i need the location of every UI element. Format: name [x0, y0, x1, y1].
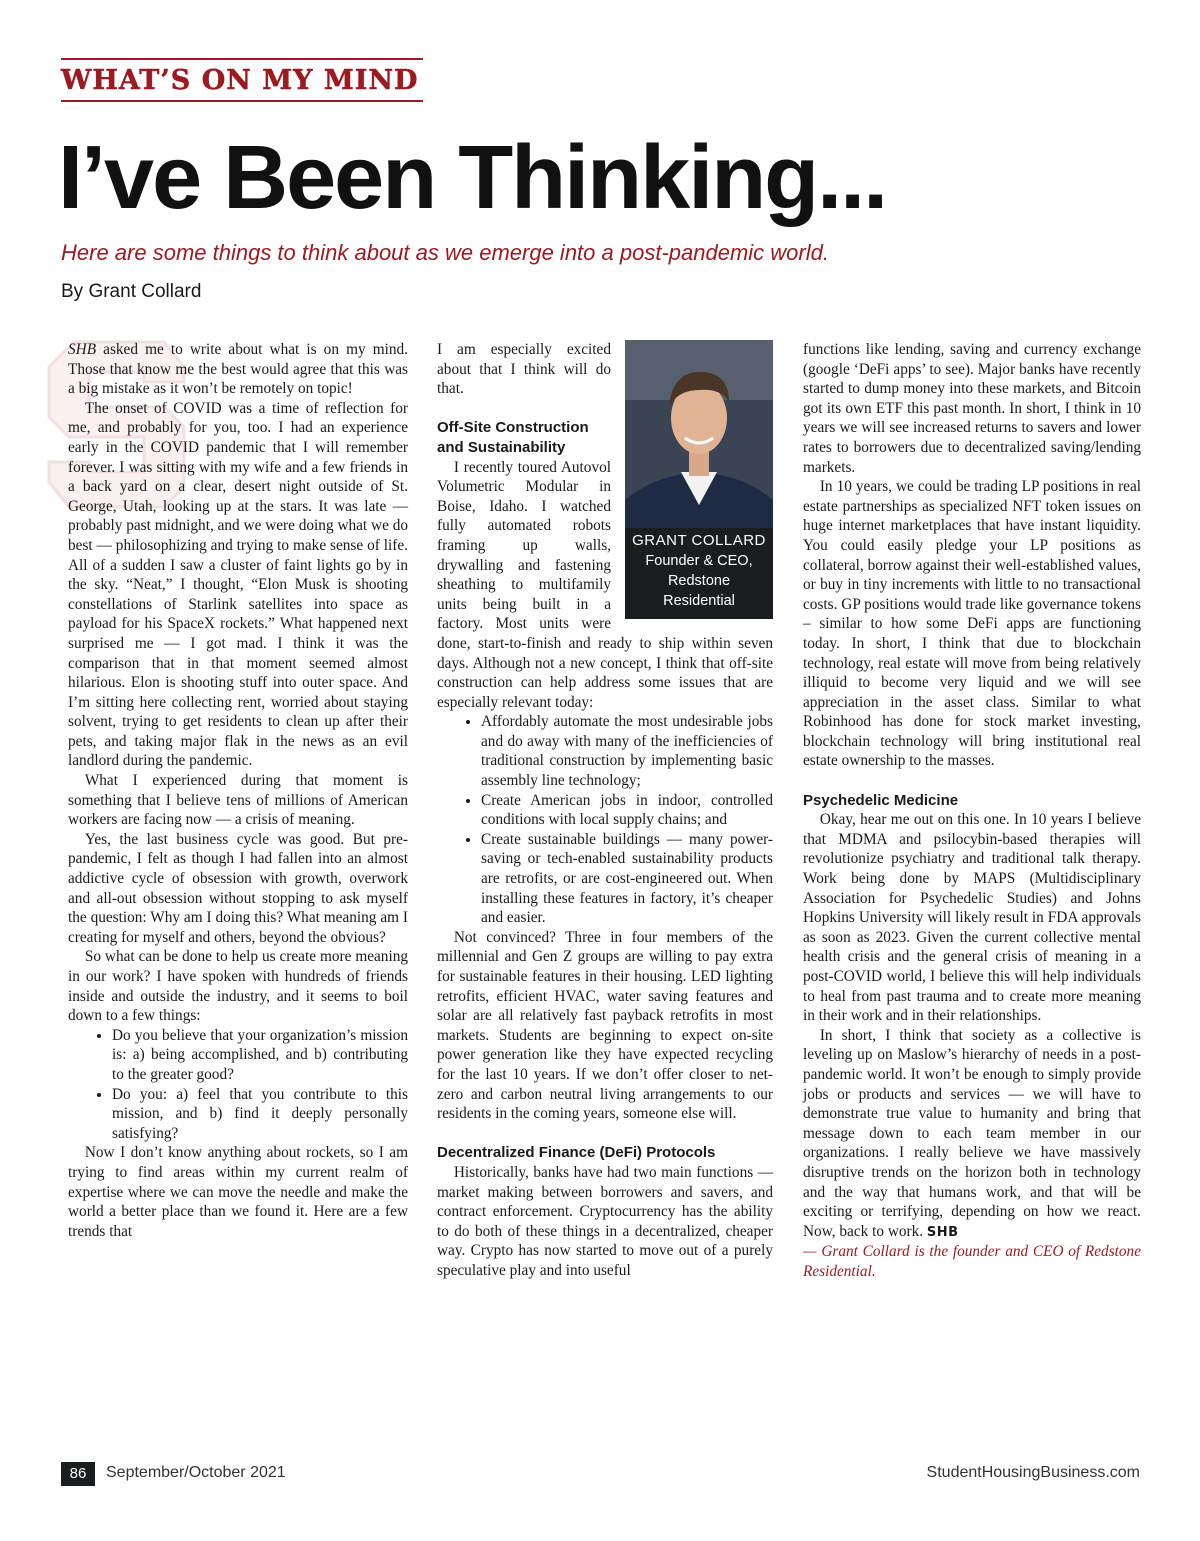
paragraph: Okay, hear me out on this one. In 10 years I believe that MDMA and psilocybin-based therapies will revolutionize psychiatry and traditional talk therapy. Work being done by MAPS (Multidisciplinary Association for Psychedelic Studies) and Johns Hopkins University will likely result in FDA approvals as soon as 2023. Given the current collective mental health crisis and the general crisis of meaning in a post-COVID world, I believe this will help individuals to heal from past trauma and to create more meaning in their work and in their relationships. — [803, 811, 1141, 1025]
bullet-list — [68, 1026, 408, 1144]
issue-date: September/October 2021 — [106, 1464, 286, 1481]
list-item: • Affordably automate the most undesirable jobs and do away with many of the inefficiencies of traditional construction by implementing basic assembly line technology; — [481, 712, 773, 790]
kicker-rule-top — [61, 58, 423, 60]
page-number: 86 — [61, 1462, 95, 1486]
paragraph: What I experienced during that moment is something that I believe tens of millions of American workers are facing now — a crisis of meaning. — [68, 772, 408, 829]
paragraph: SHB asked me to write about what is on my mind. Those that know me the best would agree that this was a big mistake as it won’t be remotely on topic! — [68, 341, 408, 398]
column-3 — [803, 340, 1141, 1282]
paragraph: I am especially excited about that I think will do that. — [437, 341, 611, 398]
kicker-rule-bottom — [61, 100, 423, 102]
bullet-list — [437, 712, 773, 928]
author-photo-block — [625, 340, 773, 619]
article-dek: Here are some things to think about as we emerge into a post-pandemic world. — [61, 240, 829, 265]
caption-title: Founder & CEO, — [645, 553, 753, 569]
section-heading: Decentralized Finance (DeFi) Protocols — [437, 1144, 716, 1162]
paragraph: So what can be done to help us create more meaning in our work? I have spoken with hundreds of friends inside and outside the industry, and it seems to boil down to a few things: — [68, 948, 408, 1025]
end-mark: SHB — [926, 1224, 959, 1240]
kicker-label: WHAT’S ON MY MIND — [61, 65, 419, 96]
section-kicker — [61, 58, 423, 102]
paragraph: In 10 years, we could be trading LP positions in real estate partnerships as specialized NFT token issues on huge internet marketplaces that have instant liquidity. You could easily pledge your LP positions as collateral, borrow against their well-established values, or buy in tiny increments with little to no transactional costs. GP positions would trade like governance tokens – similar to how some DeFi apps are functioning today. In short, I think that due to blockchain technology, real estate will move from being relatively illiquid to become very liquid and we will see appreciation in the asset class. Similar to what Robinhood has done for stock market investing, blockchain technology will bring institutional real estate ownership to the masses. — [803, 478, 1141, 770]
author-bio: — Grant Collard is the founder and CEO of Redstone Residential. — [803, 1243, 1141, 1280]
paragraph: I recently toured Autovol Volumetric Modular in Boise, Idaho. I watched fully automated robots framing up walls, drywalling and fastening sheathing to multifamily units being built in a factory. Most units were done, start-to-finish and ready to ship within seven days. Although not a new concept, I think that off-site construction can help address some issues that are especially relevant today: — [437, 458, 773, 711]
portrait-icon — [625, 340, 773, 528]
publication-name: SHB — [68, 341, 97, 358]
caption-title: Residential — [663, 593, 735, 609]
photo-caption — [625, 528, 773, 619]
paragraph: The onset of COVID was a time of reflection for me, and probably for you, too. I had an experience early in the COVID pandemic that I will remember forever. I was sitting with my wife and a few friends in a back yard on a clear, desert night outside of St. George, Utah, looking up at the stars. It was late — probably past midnight, and we were doing what we do best — philosophizing and trying to make sense of life. All of a sudden I saw a cluster of faint lights go by in the sky. “Neat,” I thought, “Elon Musk is shooting constellations of Starlink satellites into space as payload for his SpaceX rockets.” What happened next surprised me — I got mad. I think it was the comparison that in that moment seemed almost hilarious. Elon is shooting stuff into outer space. And I’m sitting here collecting rent, worried about staying solvent, trying to get residents to clean up after their pets, and taking major flak in the news as an evil landlord during the pandemic. — [68, 399, 408, 770]
list-item: • Create American jobs in indoor, controlled conditions with local supply chains; and — [481, 791, 773, 830]
list-item: • Do you believe that your organization’s mission is: a) being accomplished, and b) contributing to the greater good? — [112, 1026, 408, 1085]
caption-title: Redstone — [667, 573, 731, 589]
paragraph: Now I don’t know anything about rockets, so I am trying to find areas within my current realm of expertise where we can move the needle and make the world a better place than we found it. Here are a few trends that — [68, 1144, 408, 1240]
column-1 — [68, 340, 408, 1241]
list-item: • Create sustainable buildings — many power-saving or tech-enabled sustainability products are retrofits, or are cost-engineered out. When installing these features in factory, it’s cheaper and easier. — [481, 830, 773, 928]
paragraph: Not convinced? Three in four members of the millennial and Gen Z groups are willing to pay extra for sustainable features in their housing. LED lighting retrofits, efficient HVAC, water saving features and solar are all relatively fast payback retrofits in most markets. Students are beginning to expect on-site power generation like they have expected recycling for the last 10 years. If we don’t offer closer to net-zero and carbon neutral living arrangements to our residents in the coming years, someone else will. — [437, 928, 773, 1123]
author-photo — [625, 340, 773, 528]
section-heading: Off-Site Construction and Sustainability — [437, 419, 589, 456]
paragraph: Historically, banks have had two main functions — market making between borrowers and savers, and contract enforcement. Cryptocurrency has the ability to do both of these things in a decentralized, cheaper way. Crypto has now started to move out of a purely speculative play and into useful — [437, 1163, 773, 1279]
article-byline: By Grant Collard — [61, 281, 202, 302]
section-heading: Psychedelic Medicine — [803, 791, 959, 809]
paragraph: Yes, the last business cycle was good. But pre-pandemic, I felt as though I had fallen into an almost addictive cycle of obsession with growth, overwork and all-out obsession without stopping to ask myself the question: Why am I doing this? What meaning am I creating for myself and others, beyond the obvious? — [68, 830, 408, 946]
list-item: • Do you: a) feel that you contribute to this mission, and b) find it deeply personally satisfying? — [112, 1085, 408, 1144]
column-2 — [437, 340, 773, 1281]
article-headline: I’ve Been Thinking... — [58, 128, 887, 228]
publication-website: StudentHousingBusiness.com — [926, 1464, 1140, 1481]
paragraph: In short, I think that society as a collective is leveling up on Maslow’s hierarchy of needs in a post-pandemic world. It won’t be enough to simply provide jobs or products and services — we will have to demonstrate true value to humanity and bring that message down to each team member in our organizations. I really believe we have massively disruptive trends on the horizon both in technology and the way that humans work, and that will be exciting or terrifying, depending on how we react. Now, back to work. SHB — [803, 1026, 1141, 1240]
paragraph: functions like lending, saving and currency exchange (google ‘DeFi apps’ to see). Major banks have recently started to dump money into these markets, and Bitcoin got its own ETF this past month. In short, I think in 10 years we will see increased returns to savers and lower rates to borrowers due to decentralized saving/lending markets. — [803, 341, 1141, 476]
caption-name: GRANT COLLARD — [632, 532, 766, 549]
